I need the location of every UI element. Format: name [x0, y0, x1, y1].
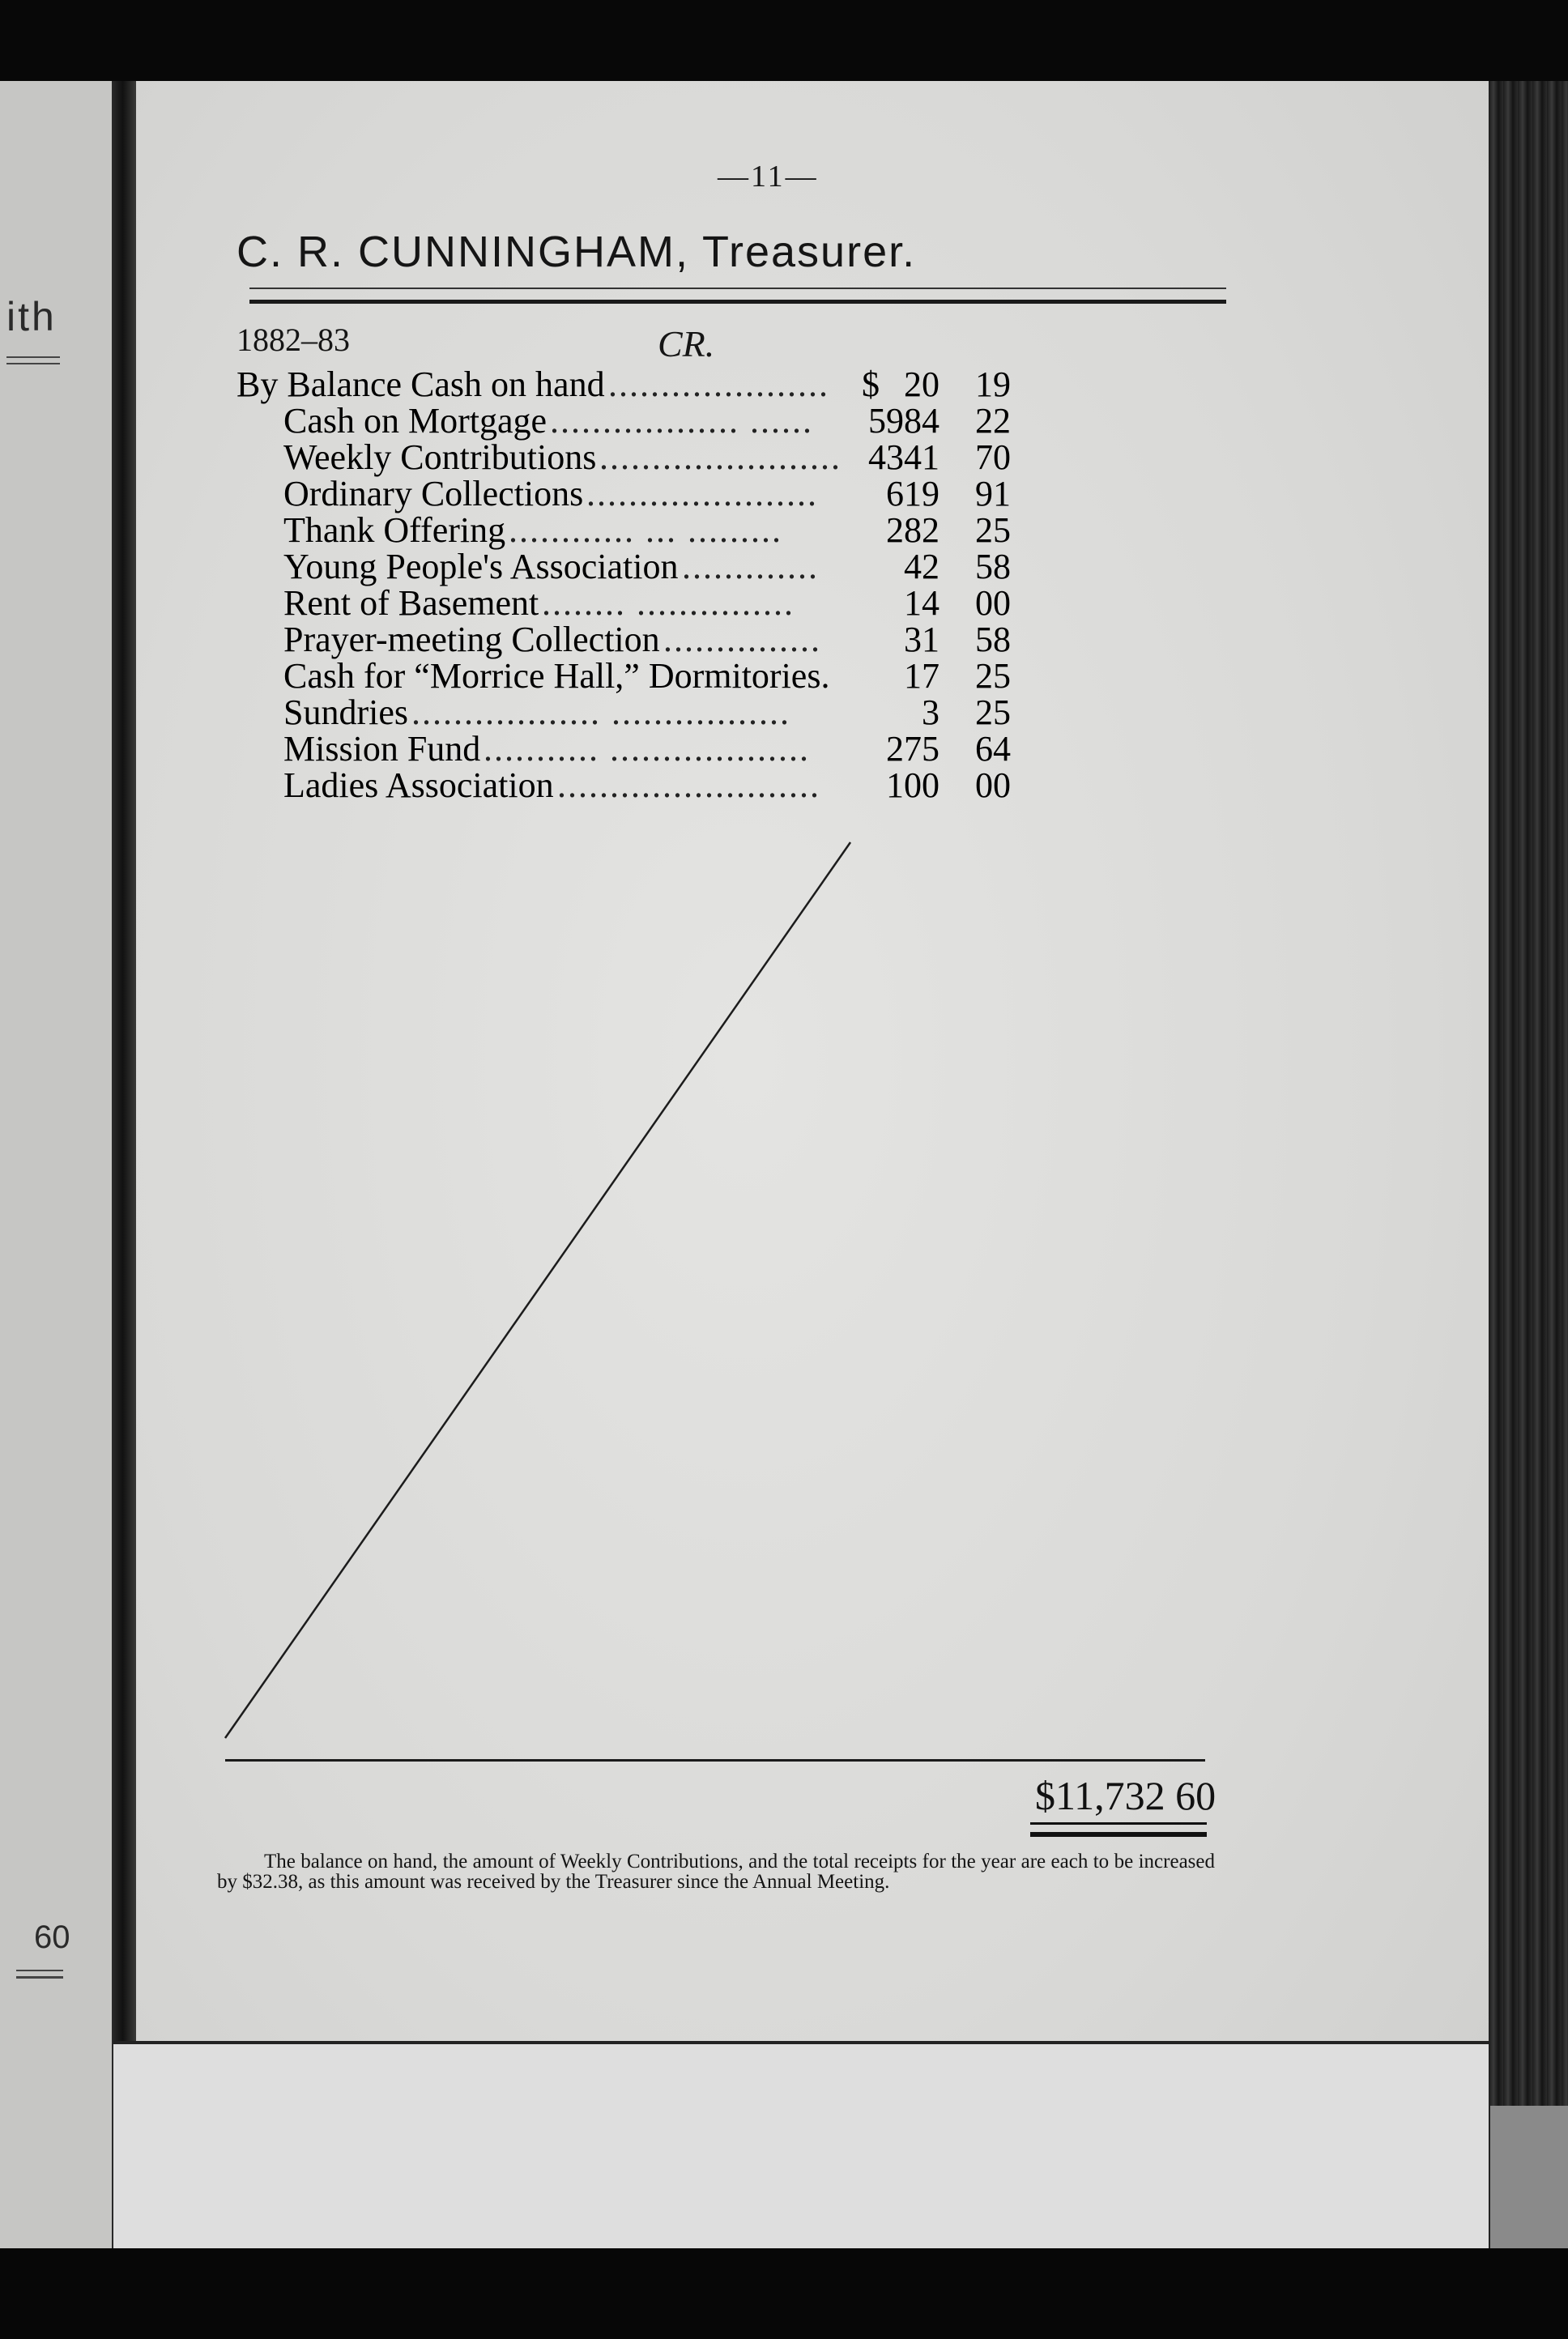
ledger-item-cents: 19 — [975, 364, 1011, 404]
ledger-item-label: Mission Fund — [283, 729, 481, 769]
ledger-item-label: Weekly Contributions — [283, 437, 597, 477]
leader-dots: ............... — [663, 621, 821, 658]
ledger-item-dollars: 5984 — [868, 401, 940, 441]
ledger-item-dollars: 4341 — [868, 437, 940, 477]
ledger-item-cents: 00 — [975, 765, 1011, 805]
footnote: The balance on hand, the amount of Weekly Contributions, and the total receipts for the year are each to be increased by $32.38, as this amount was received by the Treasurer since the Annual Meeting. — [217, 1851, 1215, 1893]
ledger-item-label: Young People's Association — [283, 547, 679, 586]
ledger-item-dollars: 275 — [886, 729, 940, 769]
ledger-item-dollars: 619 — [886, 474, 940, 513]
facing-page-heading-fragment: ith — [6, 294, 57, 339]
total-rule — [225, 1759, 1205, 1762]
ledger-item-dollars: 282 — [886, 510, 940, 550]
ledger-item-label: Ordinary Collections — [283, 474, 584, 513]
credit-side-label: CR. — [658, 323, 715, 364]
ledger-item-dollars: 14 — [904, 583, 940, 623]
ledger-item-label: Thank Offering — [283, 510, 506, 550]
ledger-item-dollars: 17 — [904, 656, 940, 696]
ledger-item-dollars: 42 — [904, 547, 940, 586]
cancellation-stroke — [225, 842, 850, 1738]
leader-dots: ........ ............... — [542, 585, 795, 621]
ledger-item-label: Prayer-meeting Collection — [283, 620, 660, 659]
ledger-item-dollars: 100 — [886, 765, 940, 805]
ledger-item-label: Cash on Mortgage — [283, 401, 548, 441]
ledger-item-dollars: 20 — [904, 364, 940, 404]
ledger-item-cents: 00 — [975, 583, 1011, 623]
ledger-item-cents: 25 — [975, 692, 1011, 732]
currency-symbol: $ — [862, 364, 880, 404]
leader-dots: ...................... — [586, 475, 818, 512]
leader-dots: ............. — [682, 548, 819, 585]
leader-dots: .................. ................. — [411, 694, 790, 731]
ledger-item-cents: 64 — [975, 729, 1011, 769]
leader-dots: ..................... — [608, 366, 829, 403]
ledger-item-label: Ladies Association — [283, 765, 554, 805]
ledger-total: $11,732 60 — [1035, 1773, 1216, 1818]
ledger-item-label: By Balance Cash on hand — [236, 364, 605, 404]
ledger-item-label: Sundries — [283, 692, 408, 732]
leader-dots: ........... ................... — [484, 731, 810, 767]
ledger-item-cents: 25 — [975, 656, 1011, 696]
page-number: —11— — [718, 160, 819, 194]
leader-dots: ....................... — [599, 439, 842, 475]
ledger-item-label: Rent of Basement — [283, 583, 539, 623]
ledger-item-cents: 58 — [975, 547, 1011, 586]
ledger-item-cents: 91 — [975, 474, 1011, 513]
leader-dots: ............ ... ......... — [509, 512, 782, 548]
total-underline-thick — [1030, 1832, 1207, 1837]
fiscal-year: 1882–83 — [236, 322, 350, 358]
leader-dots: .................. ...... — [550, 403, 813, 439]
page-heading: C. R. CUNNINGHAM, Treasurer. — [236, 228, 917, 276]
leader-dots: ......................... — [557, 767, 820, 803]
ledger-item-cents: 22 — [975, 401, 1011, 441]
ledger-item-cents: 58 — [975, 620, 1011, 659]
ledger-item-dollars: 3 — [922, 692, 940, 732]
ledger-item-label: Cash for “Morrice Hall,” Dormitories. — [283, 656, 830, 696]
facing-page-total-fragment: 60 — [34, 1919, 70, 1955]
total-underline-thin — [1030, 1822, 1207, 1825]
ledger-item-cents: 70 — [975, 437, 1011, 477]
ledger-item-cents: 25 — [975, 510, 1011, 550]
ledger-item-dollars: 31 — [904, 620, 940, 659]
